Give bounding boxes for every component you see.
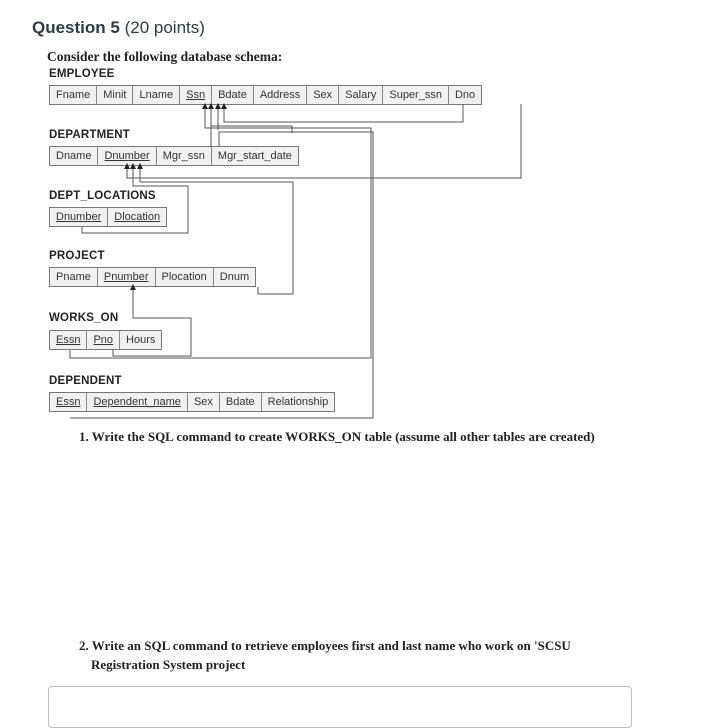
department-col-key: Dnumber [98,147,156,165]
dept-locations-table-label: DEPT_LOCATIONS [49,190,156,202]
answer-textbox[interactable] [48,686,632,728]
project-col: Dnum [219,271,250,283]
employee-col: Sex [307,86,339,104]
department-col: Mgr_ssn [157,147,212,165]
fk-dnum-arrow [140,166,293,294]
dependent-col: Sex [188,393,220,411]
employee-table-label: EMPLOYEE [49,68,115,80]
department-col: Dname [50,147,98,165]
question-points: (20 points) [124,18,205,37]
fk-works-on-essn-arrow [70,106,371,358]
employee-col: Fname [50,86,97,104]
question-2-text-line1: Write an SQL command to retrieve employees first and last name who work on 'SCSU [91,638,571,653]
dependent-table-label: DEPENDENT [49,375,122,387]
employee-col: Minit [97,86,133,104]
employee-col: Address [254,86,307,104]
dept-locations-col-key: Dlocation [114,211,161,223]
employee-col: Dno [454,89,476,101]
department-table-label: DEPARTMENT [49,129,131,141]
fk-dept-locations-arrow [82,166,188,233]
fk-super-ssn-arrow [224,104,463,122]
schema-intro: Consider the following database schema: [47,49,283,64]
works-on-col: Hours [126,334,156,346]
project-table-label: PROJECT [49,250,105,262]
employee-col: Super_ssn [383,86,449,104]
project-col: Plocation [156,268,214,286]
dept-locations-col-key: Dnumber [50,208,108,226]
employee-col: Bdate [212,86,254,104]
question-1-text: Write the SQL command to create WORKS_ON table (assume all other tables are created) [91,429,595,444]
question-2-number: 2. [79,638,89,653]
fk-dependent-essn-arrow [70,132,373,418]
dependent-col-key: Dependent_name [87,393,187,411]
employee-col-key: Ssn [180,86,212,104]
employee-col: Lname [133,86,180,104]
question-2-text-line2: Registration System project [91,657,246,672]
works-on-col-key: Pno [87,331,120,349]
question-2 [79,636,571,674]
project-col: Pname [50,268,98,286]
fk-pno-arrow [113,287,191,356]
employee-col: Salary [339,86,383,104]
question-1-number: 1. [79,429,89,444]
dependent-col-key: Essn [50,393,87,411]
department-col: Mgr_start_date [217,150,292,162]
question-1 [79,429,595,445]
works-on-col-key: Essn [50,331,87,349]
fk-dno-arrow [127,104,521,178]
question-number: Question 5 [32,18,120,37]
fk-mgr-ssn-arrow [211,126,292,146]
dependent-col: Relationship [267,396,329,408]
project-col-key: Pnumber [98,268,156,286]
works-on-table-label: WORKS_ON [49,312,119,324]
dependent-col: Bdate [220,393,262,411]
